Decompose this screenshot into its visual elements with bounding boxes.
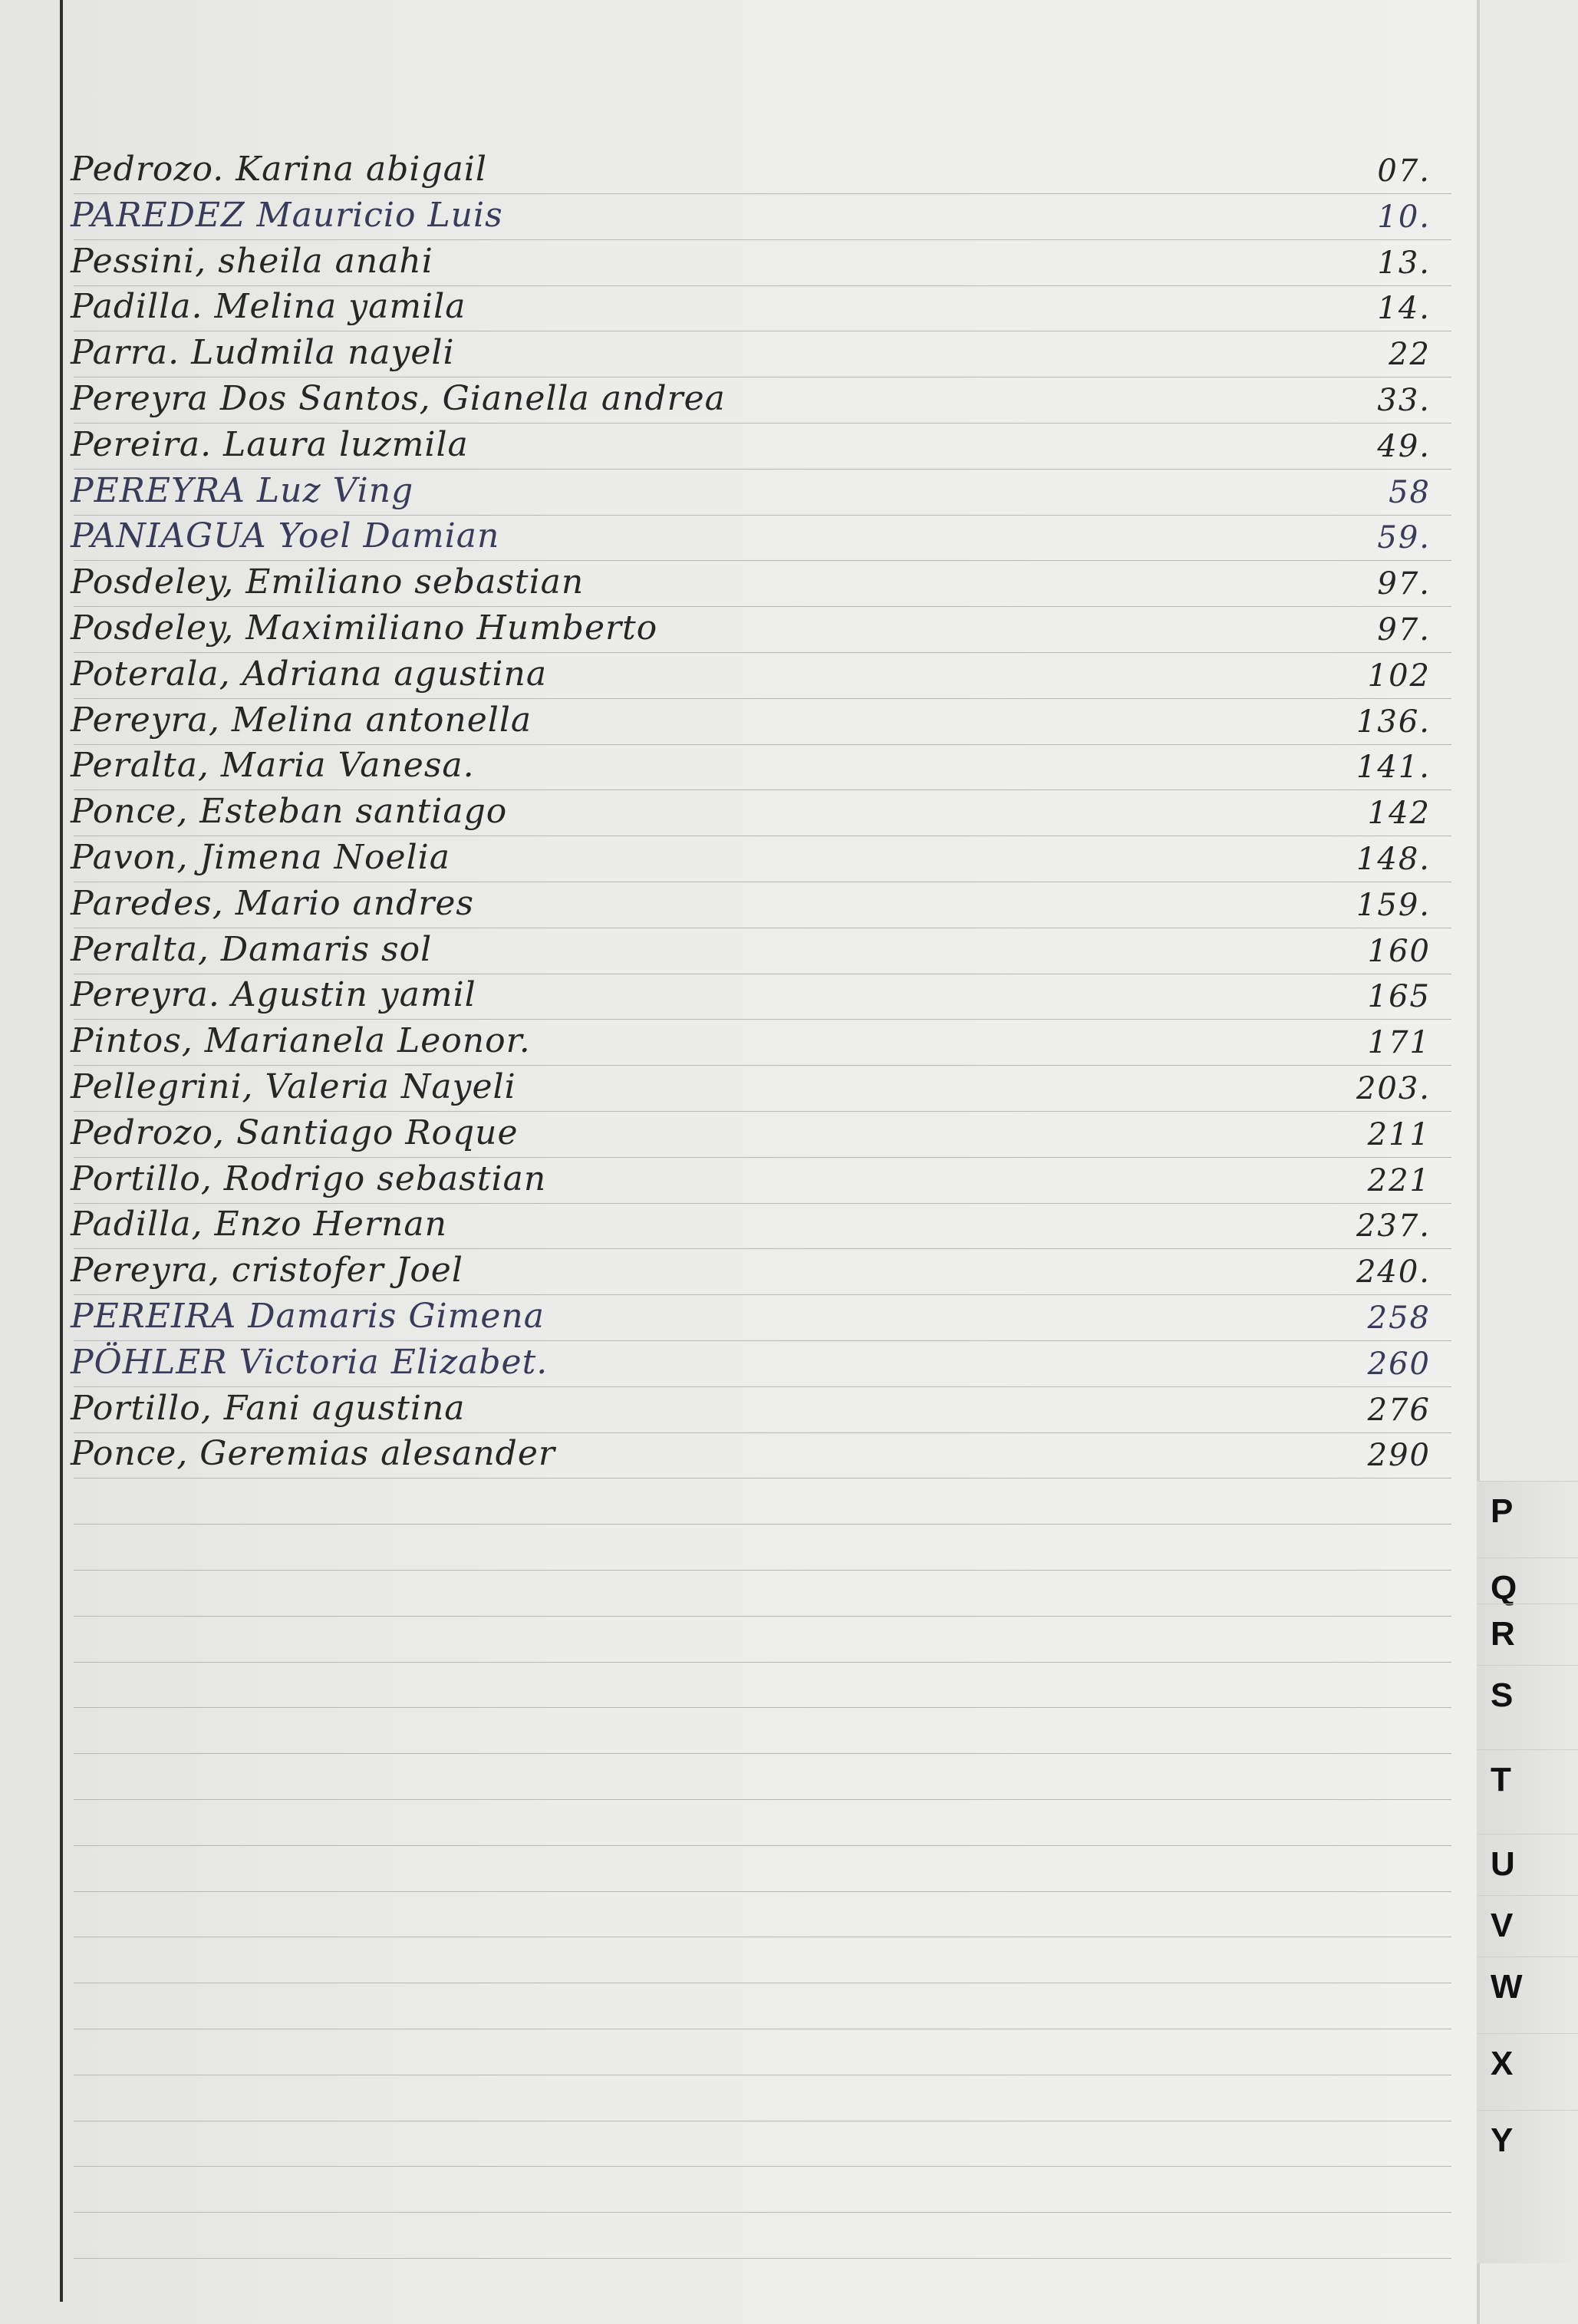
list-item	[0, 377, 1477, 423]
entry-name: Ponce, Esteban santiago	[71, 792, 508, 831]
entry-name: Peralta, Maria Vanesa.	[71, 746, 475, 785]
list-item	[0, 514, 1477, 560]
entry-page-number: 221	[1367, 1163, 1431, 1198]
entry-page-number: 97.	[1377, 612, 1431, 648]
index-tab-s[interactable]	[1477, 1665, 1578, 1735]
entry-name: PEREIRA Damaris Gimena	[71, 1297, 545, 1336]
entry-page-number: 13.	[1377, 246, 1431, 281]
ruled-line	[74, 1707, 1451, 1708]
list-item	[0, 606, 1477, 652]
ruled-line	[74, 2212, 1451, 2213]
entry-page-number: 22	[1389, 337, 1431, 372]
entry-name: Posdeley, Emiliano sebastian	[71, 562, 585, 602]
entry-page-number: 237.	[1356, 1208, 1431, 1244]
entry-name: Parra. Ludmila nayeli	[71, 333, 455, 372]
entry-name: Poterala, Adriana agustina	[71, 654, 548, 694]
list-item	[0, 560, 1477, 606]
index-tab-letter: U	[1491, 1845, 1515, 1883]
entry-name: Ponce, Geremias alesander	[71, 1434, 555, 1473]
entry-page-number: 59.	[1377, 520, 1431, 555]
entry-page-number: 142	[1367, 796, 1431, 831]
index-tab-w[interactable]	[1477, 1956, 1578, 2026]
entry-name: PÖHLER Victoria Elizabet.	[71, 1343, 549, 1382]
ruled-line	[74, 1616, 1451, 1617]
index-tab-letter: Y	[1491, 2121, 1514, 2159]
ruled-line	[74, 1891, 1451, 1892]
index-tab-r[interactable]	[1477, 1604, 1578, 1673]
entry-page-number: 240.	[1356, 1254, 1431, 1290]
index-tab-letter: W	[1491, 1968, 1523, 2006]
entry-name: PEREYRA Luz Ving	[71, 471, 414, 510]
index-tab-v[interactable]	[1477, 1895, 1578, 1965]
ruled-line	[74, 2166, 1451, 2167]
entry-page-number: 33.	[1377, 383, 1431, 418]
list-item	[0, 147, 1477, 193]
list-item	[0, 743, 1477, 790]
list-item	[0, 1432, 1477, 1478]
entry-page-number: 141.	[1356, 750, 1431, 785]
index-tab-letter: X	[1491, 2045, 1514, 2082]
ruled-line	[74, 1799, 1451, 1800]
entry-page-number: 136.	[1356, 704, 1431, 740]
list-item	[0, 1386, 1477, 1432]
list-item	[0, 973, 1477, 1019]
list-item	[0, 1340, 1477, 1386]
entry-page-number: 258	[1367, 1300, 1431, 1336]
list-item	[0, 1202, 1477, 1248]
list-item	[0, 331, 1477, 377]
list-item	[0, 928, 1477, 974]
entry-name: Posdeley, Maximiliano Humberto	[71, 608, 658, 648]
alphabet-index-tabs	[1477, 1481, 1578, 2263]
entry-page-number: 165	[1367, 979, 1431, 1014]
entry-name: Padilla. Melina yamila	[71, 287, 466, 326]
entry-name: Pereira. Laura luzmila	[71, 425, 469, 464]
entry-name: Pavon, Jimena Noelia	[71, 838, 450, 877]
list-item	[0, 882, 1477, 928]
list-item	[0, 1157, 1477, 1203]
entry-name: Peralta, Damaris sol	[71, 930, 433, 969]
entry-page-number: 148.	[1356, 842, 1431, 877]
list-item	[0, 239, 1477, 285]
list-item	[0, 790, 1477, 836]
entry-page-number: 14.	[1377, 291, 1431, 326]
index-tab-letter: V	[1491, 1907, 1514, 1944]
list-item	[0, 836, 1477, 882]
list-item	[0, 1248, 1477, 1294]
entry-name: PANIAGUA Yoel Damian	[71, 516, 500, 555]
entry-page-number: 159.	[1356, 888, 1431, 923]
list-item	[0, 285, 1477, 331]
index-tab-t[interactable]	[1477, 1749, 1578, 1819]
list-item	[0, 423, 1477, 469]
list-item	[0, 193, 1477, 239]
entry-page-number: 276	[1367, 1393, 1431, 1428]
list-item	[0, 652, 1477, 698]
index-tab-letter: S	[1491, 1676, 1514, 1714]
entry-name: Paredes, Mario andres	[71, 884, 474, 923]
entry-page-number: 211	[1367, 1117, 1431, 1152]
entry-name: Padilla, Enzo Hernan	[71, 1205, 447, 1244]
entry-name: Pereyra. Agustin yamil	[71, 975, 476, 1014]
index-tab-letter: Q	[1491, 1569, 1517, 1607]
list-item	[0, 698, 1477, 744]
index-tab-y[interactable]	[1477, 2110, 1578, 2180]
entry-name: Portillo, Rodrigo sebastian	[71, 1159, 547, 1198]
entry-name: PAREDEZ Mauricio Luis	[71, 196, 503, 235]
index-tab-letter: T	[1491, 1761, 1511, 1798]
ruled-line	[74, 1662, 1451, 1663]
entry-name: Pessini, sheila anahi	[71, 242, 433, 281]
entry-page-number: 07.	[1377, 153, 1431, 189]
entry-name: Pedrozo. Karina abigail	[71, 150, 488, 189]
ruled-line	[74, 2258, 1451, 2259]
entry-page-number: 102	[1367, 658, 1431, 694]
list-item	[0, 1019, 1477, 1065]
ruled-line	[74, 1524, 1451, 1525]
list-item	[0, 469, 1477, 515]
ruled-line	[74, 1845, 1451, 1846]
entry-name: Pellegrini, Valeria Nayeli	[71, 1067, 516, 1106]
entry-page-number: 97.	[1377, 566, 1431, 602]
entry-page-number: 160	[1367, 934, 1431, 969]
entry-name: Portillo, Fani agustina	[71, 1389, 466, 1428]
entry-page-number: 203.	[1356, 1071, 1431, 1106]
index-tab-letter: P	[1491, 1492, 1514, 1530]
list-item	[0, 1111, 1477, 1157]
entry-name: Pedrozo, Santiago Roque	[71, 1113, 519, 1152]
index-tab-u[interactable]	[1477, 1834, 1578, 1904]
entry-name: Pereyra, Melina antonella	[71, 700, 532, 740]
ruled-line	[74, 1753, 1451, 1754]
index-tab-letter: R	[1491, 1615, 1515, 1653]
entry-page-number: 260	[1367, 1347, 1431, 1382]
entry-page-number: 58	[1389, 475, 1431, 510]
index-tab-p[interactable]	[1477, 1481, 1578, 1551]
entry-page-number: 49.	[1377, 429, 1431, 464]
entry-name: Pereyra, cristofer Joel	[71, 1251, 463, 1290]
list-item	[0, 1294, 1477, 1340]
list-item	[0, 1065, 1477, 1111]
entry-name: Pintos, Marianela Leonor.	[71, 1021, 531, 1060]
entry-page-number: 290	[1367, 1438, 1431, 1473]
entry-name: Pereyra Dos Santos, Gianella andrea	[71, 379, 726, 418]
entry-page-number: 10.	[1377, 199, 1431, 235]
entry-page-number: 171	[1367, 1025, 1431, 1060]
ruled-line	[74, 1570, 1451, 1571]
index-tab-x[interactable]	[1477, 2033, 1578, 2103]
